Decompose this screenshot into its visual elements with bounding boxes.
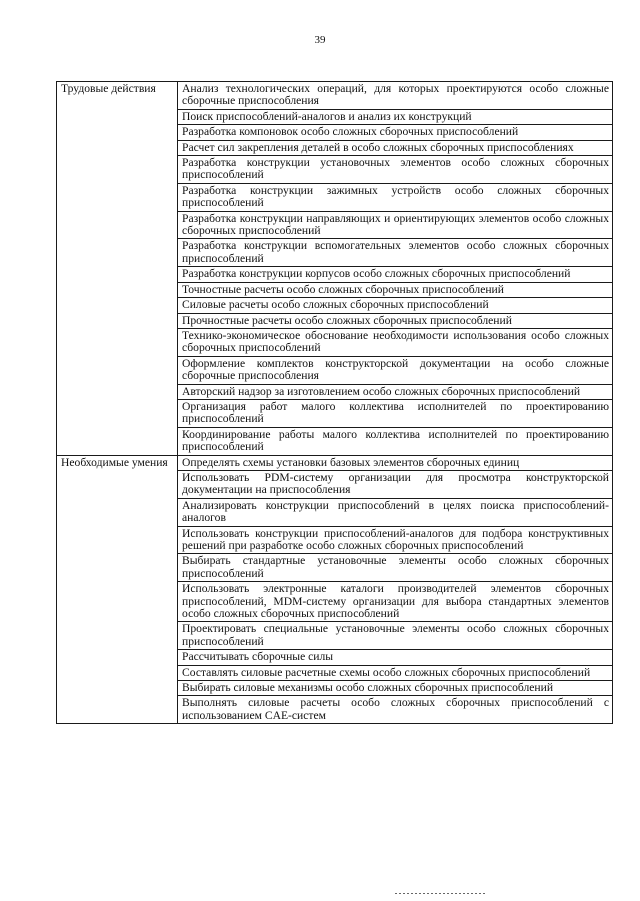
table-row (57, 82, 613, 110)
table-cell-item: Точностные расчеты особо сложных сборочных приспособлений (178, 282, 613, 297)
table-cell-item: Составлять силовые расчетные схемы особо сложных сборочных приспособлений (178, 665, 613, 680)
table-cell-item: Технико-экономическое обоснование необходимости использования особо сложных сборочных приспособлений (178, 328, 613, 356)
table-cell-item: Проектировать специальные установочные элементы особо сложных сборочных приспособлений (178, 622, 613, 650)
section-heading: Необходимые умения (57, 455, 178, 724)
table-cell-item: Координирование работы малого коллектива исполнителей по проектированию приспособлений (178, 427, 613, 455)
table-cell-item: Разработка конструкции зажимных устройств особо сложных сборочных приспособлений (178, 183, 613, 211)
page-number: 39 (314, 34, 326, 46)
section-heading: Трудовые действия (57, 82, 178, 456)
table-cell-item: Выполнять силовые расчеты особо сложных сборочных приспособлений с использованием CAE-систем (178, 696, 613, 724)
table-body (57, 82, 613, 724)
table-cell-item: Разработка конструкции направляющих и ориентирующих элементов особо сложных сборочных приспособлений (178, 211, 613, 239)
table-cell-item: Расчет сил закрепления деталей в особо сложных сборочных приспособлениях (178, 140, 613, 155)
table-cell-item: Разработка конструкции вспомогательных элементов особо сложных сборочных приспособлений (178, 239, 613, 267)
table-cell-item: Использовать электронные каталоги производителей элементов сборочных приспособлений, MDM-систему организации для выбора стандартных элементов особо сложных сборочных приспособлений (178, 582, 613, 622)
table-cell-item: Выбирать силовые механизмы особо сложных сборочных приспособлений (178, 681, 613, 696)
table-cell-item: Использовать PDM-систему организации для просмотра конструкторской документации на приспособления (178, 470, 613, 498)
table-cell-item: Оформление комплектов конструкторской документации на особо сложные сборочные приспособления (178, 356, 613, 384)
table-cell-item: Определять схемы установки базовых элементов сборочных единиц (178, 455, 613, 470)
table-cell-item: Разработка компоновок особо сложных сборочных приспособлений (178, 125, 613, 140)
table-cell-item: Выбирать стандартные установочные элементы особо сложных сборочных приспособлений (178, 554, 613, 582)
table-cell-item: Анализ технологических операций, для которых проектируются особо сложные сборочные приспособления (178, 82, 613, 110)
table-row (57, 455, 613, 470)
scan-edge-mark (395, 893, 485, 894)
labor-functions-table (56, 81, 613, 724)
table-cell-item: Разработка конструкции установочных элементов особо сложных сборочных приспособлений (178, 156, 613, 184)
table-cell-item: Авторский надзор за изготовлением особо сложных сборочных приспособлений (178, 384, 613, 399)
table-cell-item: Организация работ малого коллектива исполнителей по проектированию приспособлений (178, 399, 613, 427)
table-cell-item: Поиск приспособлений-аналогов и анализ их конструкций (178, 109, 613, 124)
table-cell-item: Рассчитывать сборочные силы (178, 650, 613, 665)
table-cell-item: Силовые расчеты особо сложных сборочных приспособлений (178, 298, 613, 313)
table-cell-item: Разработка конструкции корпусов особо сложных сборочных приспособлений (178, 267, 613, 282)
table-cell-item: Использовать конструкции приспособлений-аналогов для подбора конструктивных решений при разработке особо сложных сборочных приспособлений (178, 526, 613, 554)
table-cell-item: Анализировать конструкции приспособлений в целях поиска приспособлений-аналогов (178, 498, 613, 526)
table-cell-item: Прочностные расчеты особо сложных сборочных приспособлений (178, 313, 613, 328)
